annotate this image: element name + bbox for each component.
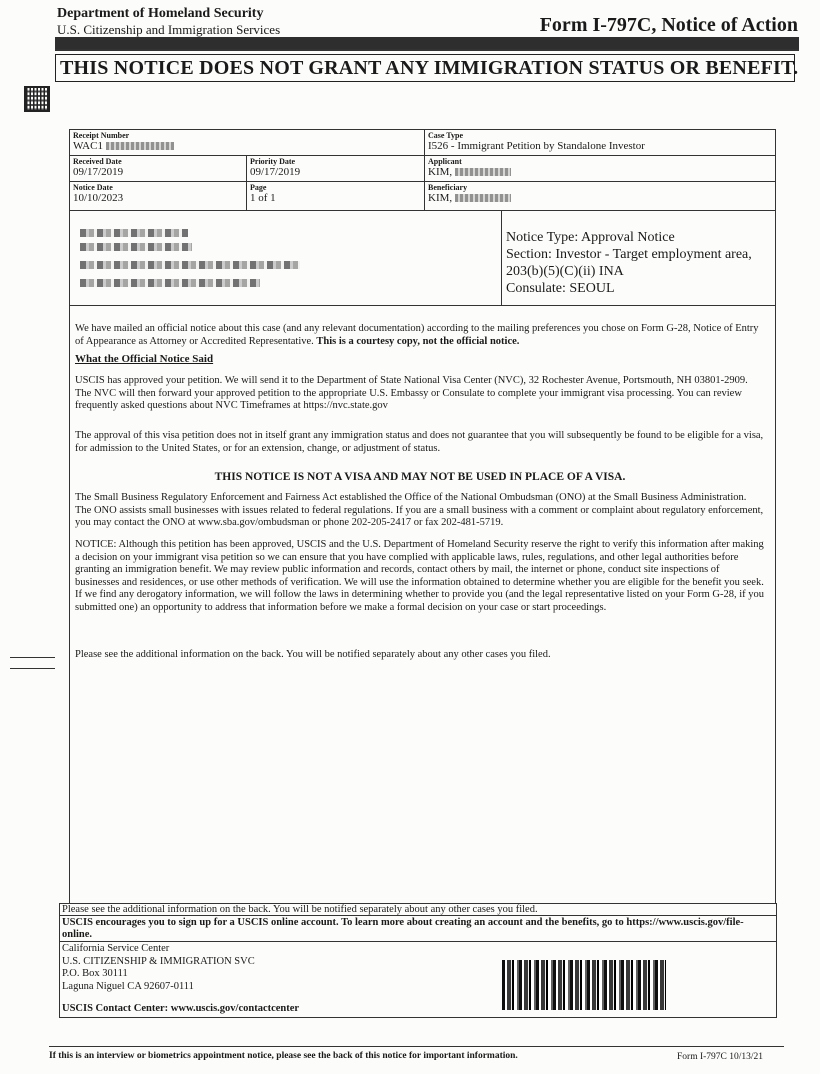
priority-date-cell [247, 156, 425, 182]
courtesy-paragraph [75, 323, 765, 348]
header-rule-thin [55, 49, 799, 51]
footer-additional-info: Please see the additional information on the back. You will be notified separately about any other cases you filed. [62, 904, 538, 915]
applicant-value: KIM, [428, 166, 453, 178]
address-line-1: California Service Center [62, 943, 170, 954]
approval-disclaimer: The approval of this visa petition does not in itself grant any immigration status and does not guarantee that you will subsequently be found to be eligible for a visa, for admission to the United States, or for an extension, change, or adjustment of status. [75, 430, 764, 454]
applicant-label: Applicant [428, 157, 462, 166]
priority-date-label: Priority Date [250, 157, 296, 166]
bottom-rule [49, 1046, 784, 1047]
notice-section-code: 203(b)(5)(C)(ii) INA [506, 264, 624, 279]
address-line-4: Laguna Niguel CA 92607-0111 [62, 980, 194, 992]
form-revision: Form I-797C 10/13/21 [677, 1052, 764, 1062]
online-account-notice: USCIS encourages you to sign up for a USCIS online account. To learn more about creating an account and the benefits, go to https://www.uscis.gov/file-online. [62, 917, 744, 940]
courtesy-text: We have mailed an official notice about this case (and any relevant documentation) according to the mailing preferences you chose on Form G-28, Notice of Entry of Appearance as Attorney or Accredited Representative. [75, 323, 759, 347]
redacted-block [455, 168, 511, 176]
receipt-number-label: Receipt Number [73, 131, 130, 140]
notice-consulate: Consulate: SEOUL [506, 281, 615, 296]
fold-mark [10, 657, 55, 658]
qr-code-icon [24, 86, 50, 112]
page-label: Page [250, 183, 267, 192]
priority-date-value: 09/17/2019 [250, 166, 301, 178]
redacted-address-line [80, 261, 300, 269]
barcode-icon [502, 960, 666, 1010]
redacted-address-line [80, 229, 188, 237]
address-divider [501, 211, 502, 306]
receipt-number-cell [70, 130, 425, 156]
page-value: 1 of 1 [250, 192, 276, 204]
received-date-label: Received Date [73, 157, 122, 166]
service-center-address [62, 943, 255, 993]
receipt-number-value: WAC1 [73, 140, 103, 152]
beneficiary-cell [425, 182, 775, 210]
redacted-block [106, 142, 174, 150]
case-type-value: I526 - Immigrant Petition by Standalone Investor [428, 140, 645, 152]
beneficiary-value: KIM, [428, 192, 453, 204]
received-date-cell [70, 156, 247, 182]
footer-separator [60, 915, 776, 916]
header-rule [55, 37, 799, 49]
case-type-label: Case Type [428, 131, 464, 140]
footer-box [59, 903, 777, 1018]
notice-date-value: 10/10/2023 [73, 192, 124, 204]
redacted-address-line [80, 279, 260, 287]
redacted-block [455, 194, 511, 202]
ombudsman-paragraph: The Small Business Regulatory Enforcement and Fairness Act established the Office of the National Ombudsman (ONO) at the Small Business Administration. The ONO assists small businesses with issues related to federal regulations. If you are a small business with a comment or complaint about regulatory enforcement, you may contact the ONO at www.sba.gov/ombudsman or phone 202-205-2417 or fax 202-481-5719. [75, 492, 764, 528]
notice-date-cell [70, 182, 247, 210]
address-box [69, 211, 776, 306]
case-type-cell [425, 130, 775, 156]
approval-paragraph: USCIS has approved your petition. We will send it to the Department of State National Visa Center (NVC), 32 Rochester Avenue, Portsmouth, NH 03801-2909. The NVC will then forward your approved petition to the appropriate U.S. Embassy or Consulate to complete your immigrant visa processing. You can review frequently asked questions about NVC Timeframes at https://nvc.state.gov [75, 375, 748, 411]
additional-info-paragraph: Please see the additional information on the back. You will be notified separately about any other cases you filed. [75, 649, 551, 660]
receipt-table [69, 129, 776, 211]
verification-notice: NOTICE: Although this petition has been approved, USCIS and the U.S. Department of Homeland Security reserve the right to verify this information after making a decision on your immigrant visa petition so we can ensure that you have complied with applicable laws, rules, regulations, and other legal authorities before granting an immigration benefit. We may review public information and records, contact others by mail, the internet or phone, conduct site inspections of businesses and residences, or use other methods of verification. We will use the information obtained to determine whether you are eligible for the benefit you seek. If we find any derogatory information, we will follow the laws in determining whether to provide you (and the legal representative listed on your Form G-28, if you submitted one) an opportunity to address that information before we make a formal decision on your case or start proceedings. [75, 539, 765, 613]
notice-info [506, 229, 752, 297]
status-banner: THIS NOTICE DOES NOT GRANT ANY IMMIGRATION STATUS OR BENEFIT. [55, 54, 795, 82]
not-a-visa-notice: THIS NOTICE IS NOT A VISA AND MAY NOT BE USED IN PLACE OF A VISA. [214, 471, 626, 483]
form-title: Form I-797C, Notice of Action [539, 14, 798, 36]
department-name: Department of Homeland Security [57, 6, 264, 21]
received-date-value: 09/17/2019 [73, 166, 124, 178]
contact-center: USCIS Contact Center: www.uscis.gov/contactcenter [62, 1003, 300, 1014]
address-line-2: U.S. CITIZENSHIP & IMMIGRATION SVC [62, 955, 255, 967]
agency-header [57, 6, 280, 38]
section-heading: What the Official Notice Said [75, 353, 214, 365]
footer-separator [60, 941, 776, 942]
fold-mark [10, 668, 55, 669]
agency-name: U.S. Citizenship and Immigration Services [57, 22, 281, 37]
address-line-3: P.O. Box 30111 [62, 968, 128, 979]
notice-type: Notice Type: Approval Notice [506, 230, 675, 245]
appointment-note: If this is an interview or biometrics appointment notice, please see the back of this notice for important information. [49, 1051, 518, 1061]
page-cell [247, 182, 425, 210]
notice-date-label: Notice Date [73, 183, 113, 192]
redacted-address-line [80, 243, 192, 251]
courtesy-bold: This is a courtesy copy, not the official notice. [316, 335, 520, 347]
applicant-cell [425, 156, 775, 182]
beneficiary-label: Beneficiary [428, 183, 468, 192]
notice-section: Section: Investor - Target employment area, [506, 247, 752, 262]
